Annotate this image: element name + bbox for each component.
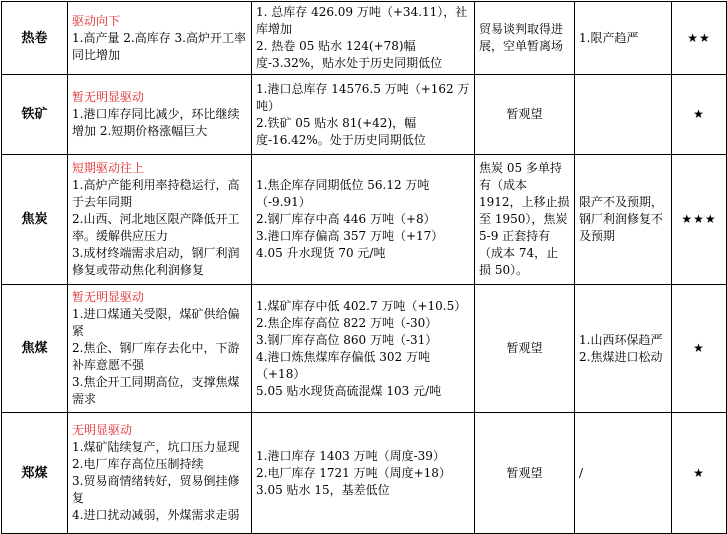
fundamental-line: 3.贸易商情绪转好，贸易倒挂修复 xyxy=(72,474,240,505)
rating-stars: ★ xyxy=(672,75,727,155)
data-cell xyxy=(252,285,475,413)
fundamentals-cell xyxy=(68,285,252,413)
commodity-table xyxy=(1,1,727,534)
position-line: 焦炭 05 多单持有（成本 1912，上移止损至 1950），焦炭 5-9 正套持有（成本 74，止损 50）。 xyxy=(479,161,570,277)
risk-cell xyxy=(575,285,672,413)
commodity-name: 郑煤 xyxy=(2,413,68,534)
position-line: 暂观望 xyxy=(506,341,543,355)
data-line: 2.电厂库存 1721 万吨（周度+18） xyxy=(256,465,451,480)
risk-line: 限产不及预期，钢厂利润修复不及预期 xyxy=(579,195,664,243)
fundamentals-cell xyxy=(68,413,252,534)
fundamentals-cell xyxy=(68,75,252,155)
rating-stars: ★ xyxy=(672,285,727,413)
data-line: 2.钢厂库存中高 446 万吨（+8） xyxy=(256,212,436,226)
fundamental-line: 4.进口扰动减弱，外煤需求走弱 xyxy=(72,508,240,522)
data-line: 1.港口总库存 14576.5 万吨（+162 万吨） xyxy=(256,81,470,113)
commodity-name: 焦煤 xyxy=(2,285,68,413)
fundamental-line: 1.高炉产能利用率持稳运行，高于去年同期 xyxy=(72,178,240,209)
position-cell xyxy=(475,285,575,413)
data-line: 1. 总库存 426.09 万吨（+34.11），社库增加 xyxy=(256,5,468,36)
fundamental-line: 3.成材终端需求启动，钢厂利润修复或带动焦化利润修复 xyxy=(72,246,240,277)
data-cell xyxy=(252,75,475,155)
table-row xyxy=(2,413,727,534)
position-cell xyxy=(475,413,575,534)
table-row xyxy=(2,285,727,413)
fundamental-line: 2.电厂库存高位压制持续 xyxy=(72,457,204,471)
data-line: 4.05 升水现货 70 元/吨 xyxy=(256,246,386,260)
position-cell xyxy=(475,2,575,75)
data-line: 3.钢厂库存高位 860 万吨（-31） xyxy=(256,332,438,347)
risk-line: / xyxy=(579,465,584,480)
fundamental-line: 3.焦企开工同期高位，支撑焦煤需求 xyxy=(72,375,240,406)
data-line: 1.煤矿库存中低 402.7 万吨（+10.5） xyxy=(256,298,467,313)
data-line: 2.焦企库存高位 822 万吨（-30） xyxy=(256,315,438,330)
driver-label: 无明显驱动 xyxy=(72,423,133,437)
rating-stars: ★★★ xyxy=(672,155,727,285)
position-cell xyxy=(475,155,575,285)
position-line: 暂观望 xyxy=(506,107,543,121)
risk-line: 1.山西环保趋严 xyxy=(579,332,663,347)
risk-cell xyxy=(575,413,672,534)
data-line: 5.05 贴水现货高硫混煤 103 元/吨 xyxy=(256,383,442,398)
fundamentals-cell xyxy=(68,155,252,285)
position-line: 贸易谈判取得进展，空单暂离场 xyxy=(479,22,564,53)
risk-cell xyxy=(575,155,672,285)
commodity-name: 焦炭 xyxy=(2,155,68,285)
commodity-name: 铁矿 xyxy=(2,75,68,155)
driver-label: 暂无明显驱动 xyxy=(72,290,145,304)
risk-line: 2.焦煤进口松动 xyxy=(579,349,663,364)
data-line: 2. 热卷 05 贴水 124(+78)幅度-3.32%，贴水处于历史同期低位 xyxy=(256,39,443,70)
data-line: 3.05 贴水 15，基差低位 xyxy=(256,482,390,497)
table-body xyxy=(2,2,727,534)
fundamentals-cell xyxy=(68,2,252,75)
position-cell xyxy=(475,75,575,155)
data-line: 4.港口炼焦煤库存偏低 302 万吨（+18） xyxy=(256,349,430,381)
risk-cell xyxy=(575,75,672,155)
fundamental-line: 1.进口煤通关受限，煤矿供给偏紧 xyxy=(72,307,240,338)
table-row xyxy=(2,75,727,155)
driver-label: 驱动向下 xyxy=(72,13,121,28)
rating-stars: ★★ xyxy=(672,2,727,75)
rating-stars: ★ xyxy=(672,413,727,534)
fundamental-line: 2.山西、河北地区限产降低开工率。缓解供应压力 xyxy=(72,212,240,243)
risk-cell xyxy=(575,2,672,75)
driver-label: 短期驱动往上 xyxy=(72,161,145,175)
fundamental-line: 2.焦企、钢厂库存去化中，下游补库意愿不强 xyxy=(72,341,240,372)
fundamental-line: 1.煤矿陆续复产，坑口压力显现 xyxy=(72,440,240,454)
fundamental-line: 1.高产量 2.高库存 3.高炉开工率同比增加 xyxy=(72,30,246,62)
table-row xyxy=(2,155,727,285)
data-line: 2.铁矿 05 贴水 81(+42)，幅度-16.42%。处于历史同期低位 xyxy=(256,115,426,147)
data-cell xyxy=(252,2,475,75)
data-line: 1.焦企库存同期低位 56.12 万吨（-9.91） xyxy=(256,178,430,209)
data-cell xyxy=(252,413,475,534)
driver-label: 暂无明显驱动 xyxy=(72,90,145,104)
table-row xyxy=(2,2,727,75)
commodity-name: 热卷 xyxy=(2,2,68,75)
data-line: 3.港口库存偏高 357 万吨（+17） xyxy=(256,229,444,243)
data-cell xyxy=(252,155,475,285)
data-line: 1.港口库存 1403 万吨（周度-39） xyxy=(256,448,445,463)
risk-line: 1.限产趋严 xyxy=(579,30,639,45)
fundamental-line: 1.港口库存同比减少，环比继续增加 2.短期价格涨幅巨大 xyxy=(72,107,240,138)
position-line: 暂观望 xyxy=(506,465,543,480)
